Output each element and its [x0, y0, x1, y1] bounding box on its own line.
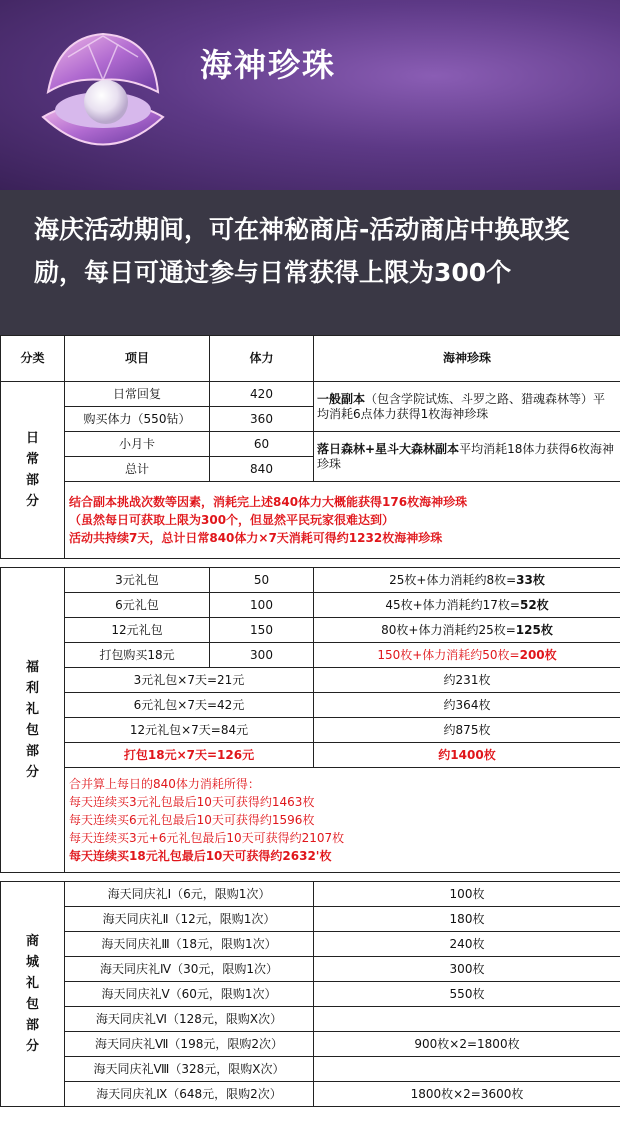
daily-category: 日常部分	[1, 382, 65, 559]
table-row: 海天同庆礼Ⅲ（18元，限购1次） 240枚	[1, 932, 620, 957]
daily-note-normal: 一般副本（包含学院试炼、斗罗之路、猎魂森林等）平均消耗6点体力获得1枚海神珍珠	[314, 382, 620, 432]
table-row: 打包18元×7天=126元 约1400枚	[1, 743, 620, 768]
header-stamina: 体力	[210, 336, 314, 382]
event-description: 海庆活动期间，可在神秘商店-活动商店中换取奖励，每日可通过参与日常获得上限为300个	[34, 215, 570, 287]
daily-summary-row: 结合副本挑战次数等因素，消耗完上述840体力大概能获得176枚海神珍珠 （虽然每日可获取上限为300个，但显然平民玩家很难达到） 活动共持续7天，总计日常840体力×7天消耗可得约1232枚海神珍珠	[1, 482, 620, 559]
table-row: 海天同庆礼Ⅵ（128元，限购X次）	[1, 1007, 620, 1032]
table-row: 海天同庆礼Ⅳ（30元，限购1次） 300枚	[1, 957, 620, 982]
table-row: 6元礼包 100 45枚+体力消耗约17枚=52枚	[1, 593, 620, 618]
table-row: 6元礼包×7天=42元 约364枚	[1, 693, 620, 718]
table-row: 3元礼包×7天=21元 约231枚	[1, 668, 620, 693]
table-row: 商城礼包部分 海天同庆礼Ⅰ（6元，限购1次） 100枚	[1, 882, 620, 907]
pearl-table	[0, 335, 620, 1107]
header-banner	[0, 0, 620, 335]
table-row: 福利礼包部分 3元礼包 50 25枚+体力消耗约8枚=33枚	[1, 568, 620, 593]
welfare-category: 福利礼包部分	[1, 568, 65, 873]
table-row: 海天同庆礼Ⅸ（648元，限购2次） 1800枚×2=3600枚	[1, 1082, 620, 1107]
table-row: 12元礼包×7天=84元 约875枚	[1, 718, 620, 743]
table-row: 12元礼包 150 80枚+体力消耗约25枚=125枚	[1, 618, 620, 643]
table-row: 海天同庆礼Ⅶ（198元，限购2次） 900枚×2=1800枚	[1, 1032, 620, 1057]
table-row: 购买体力（550钻） 360	[1, 407, 620, 432]
header-item: 项目	[65, 336, 210, 382]
daily-note-forest: 落日森林+星斗大森林副本平均消耗18体力获得6枚海神珍珠	[314, 432, 620, 482]
table-header-row	[1, 336, 620, 382]
header-category: 分类	[1, 336, 65, 382]
table-row: 小月卡 60 落日森林+星斗大森林副本平均消耗18体力获得6枚海神珍珠	[1, 432, 620, 457]
table-row: 总计 840	[1, 457, 620, 482]
welfare-summary-row: 合并算上每日的840体力消耗所得： 每天连续买3元礼包最后10天可获得约1463枚 每天连续买6元礼包最后10天可获得约1596枚 每天连续买3元+6元礼包最后10天可获得约2107枚 每天连续买18元礼包最后10天可获得约2632'枚	[1, 768, 620, 873]
table-row: 打包购买18元 300 150枚+体力消耗约50枚=200枚	[1, 643, 620, 668]
table-row: 海天同庆礼Ⅷ（328元，限购X次）	[1, 1057, 620, 1082]
table-row: 海天同庆礼Ⅴ（60元，限购1次） 550枚	[1, 982, 620, 1007]
table-row: 日常部分 日常回复 420 一般副本（包含学院试炼、斗罗之路、猎魂森林等）平均消耗6点体力获得1枚海神珍珠	[1, 382, 620, 407]
pearl-shell-icon	[28, 22, 178, 172]
header-pearl: 海神珍珠	[314, 336, 620, 382]
page-title: 海神珍珠	[200, 46, 337, 84]
table-row: 海天同庆礼Ⅱ（12元，限购1次） 180枚	[1, 907, 620, 932]
shop-category: 商城礼包部分	[1, 882, 65, 1107]
